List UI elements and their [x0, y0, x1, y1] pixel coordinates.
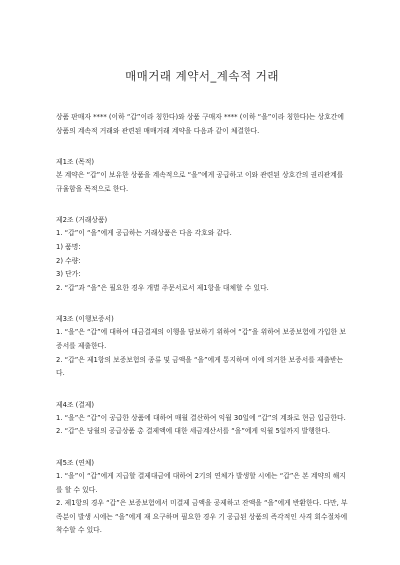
article-5 [56, 457, 348, 538]
article-heading: 제3조 (이행보증서) [56, 315, 114, 324]
intro-paragraph: 상품 판매자 **** (이하 “갑”이라 칭한다)와 상품 구매자 **** (이하 “을”이라 칭한다)는 상호간에 상품의 계속적 거래와 관련된 매매거래 계약을 다음과 같이 체결한다. [56, 113, 344, 135]
article-line: 1. “갑”이 “을”에게 공급하는 거래상품은 다음 각호와 같다. [56, 229, 232, 238]
article-line: 1. “을”은 “갑”에 대하여 대금결제의 이행을 담보하기 위하여 “갑”을 위하여 보증보험에 가입한 보증서를 제출한다. [56, 328, 346, 350]
article-1 [56, 156, 348, 196]
article-4 [56, 399, 348, 439]
article-line: 2. “갑”은 당월의 공급상품 총 결제액에 대한 세금계산서를 “을”에게 익월 5일까지 발행한다. [56, 427, 331, 436]
article-heading: 제1조 (목적) [56, 158, 95, 167]
article-line: 2. “갑”과 “을”은 필요한 경우 개별 주문서로서 제1항을 대체할 수 있다. [56, 283, 269, 292]
article-line: 2. “갑”은 제1항의 보증보험의 종류 및 금액을 “을”에게 통지하며 이에 의거한 보증서를 제출받는다. [56, 355, 344, 378]
document-title: 매매거래 계약서_계속적 거래 [125, 69, 279, 83]
article-heading: 제4조 (결제) [56, 400, 95, 409]
article-line: 2) 수량: [56, 256, 81, 265]
article-line: 1. “을”이 “갑”에게 지급할 결제대금에 대하여 2기의 연체가 발생할 시에는 “갑”은 본 계약의 해지를 할 수 있다. [56, 471, 346, 494]
article-line: 2. 제1항의 경우 “갑”은 보증보험에서 미결제 금액을 공제하고 잔액을 “을”에게 반환한다. 다만, 부족분이 발생 시에는 “을”에게 재 요구하며 필요한 경우 기 공급된 상품의 즉각적인 사격 회수절차에 착수할 수 있다. [56, 499, 348, 535]
article-line: 본 계약은 “갑”이 보유한 상품을 계속적으로 “을”에게 공급하고 이와 관련된 상호간의 권리관계를 규율함을 목적으로 한다. [56, 171, 344, 193]
article-heading: 제2조 (거래상품) [56, 216, 108, 225]
article-3 [56, 313, 348, 380]
article-heading: 제5조 (연체) [56, 458, 95, 467]
article-2 [56, 214, 348, 295]
article-line: 1. “을”은 “갑”이 공급한 상품에 대하여 매월 결산하여 익월 30일에 “갑”의 계좌로 현금 입금한다. [56, 413, 346, 422]
article-line: 3) 단가: [56, 270, 81, 279]
article-line: 1) 품명: [56, 242, 81, 251]
